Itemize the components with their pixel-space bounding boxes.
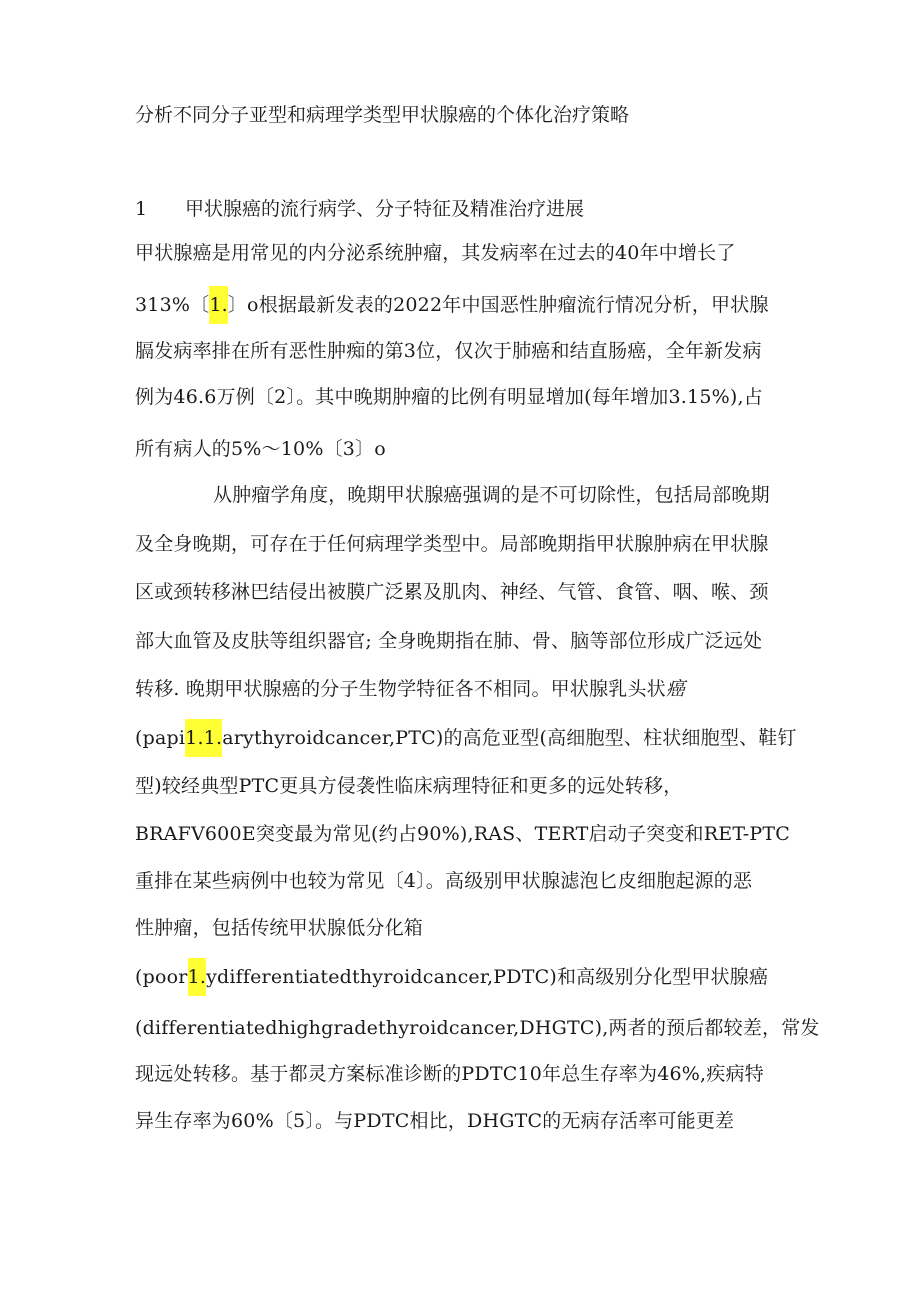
paragraph-line: 区或颈转移淋巴结侵出被膜广泛累及肌肉、神经、气管、食管、咽、喉、颈 (135, 581, 769, 603)
section-number: 1 (135, 198, 148, 220)
paragraph-line: 甲状腺癌是用常见的内分泌系统肿瘤，其发病率在过去的40年中增长了 (135, 242, 736, 264)
paragraph-line: 所有病人的5%～10%〔3〕o (135, 438, 386, 460)
highlight-mark: 1.1. (185, 719, 222, 757)
paragraph-line: 型)较经典型PTC更具方侵袭性临床病理特征和更多的远处转移， (135, 775, 683, 797)
highlight-mark: 1. (188, 958, 207, 996)
document-title: 分析不同分子亚型和病理学类型甲状腺癌的个体化治疗策略 (135, 104, 630, 126)
paragraph-line: 部大血管及皮肤等组织器官; 全身晚期指在肺、骨、脑等部位形成广泛远处 (135, 630, 763, 652)
paragraph-line: 膈发病率排在所有恶性肿痴的第3位，仅次于肺癌和结直肠癌，全年新发病 (135, 340, 762, 362)
paragraph-line: 例为46.6万例〔2〕。其中晚期肿瘤的比例有明显增加(每年增加3.15%),占 (135, 386, 763, 408)
paragraph-line: (poor1.ydifferentiatedthyroidcancer,PDTC)和高级别分化型甲状腺癌 (135, 962, 768, 992)
paragraph-line: 313%〔1.〕o根据最新发表的2022年中国恶性肿瘤流行情况分析，甲状腺 (135, 290, 769, 320)
paragraph-line: 现远处转移。基于都灵方案标准诊断的PDTC10年总生存率为46%,疾病特 (135, 1063, 764, 1085)
paragraph-line: (papi1.1.arythyroidcancer,PTC)的高危亚型(高细胞型、柱状细胞型、鞋钉 (135, 723, 797, 753)
paragraph-line: BRAFV600E突变最为常见(约占90%),RAS、TERT启动子突变和RET-PTC (135, 823, 790, 845)
paragraph-line: 及全身晚期，可存在于任何病理学类型中。局部晚期指甲状腺肿病在甲状腺 (135, 533, 769, 555)
section-heading-text: 甲状腺癌的流行病学、分子特征及精准治疗进展 (185, 198, 585, 220)
paragraph-line: 异生存率为60%〔5〕。与PDTC相比，DHGTC的无病存活率可能更差 (135, 1110, 735, 1132)
paragraph-line: (differentiatedhighgradethyroidcancer,DHGTC),两者的预后都较差，常发 (135, 1017, 820, 1039)
section-heading (135, 194, 584, 224)
paragraph-line: 重排在某些病例中也较为常见〔4〕。高级别甲状腺滤泡匕皮细胞起源的恶 (135, 870, 753, 892)
paragraph-line: 性肿瘤，包括传统甲状腺低分化箱 (135, 917, 424, 939)
highlight-mark: 1. (209, 286, 228, 324)
paragraph-line: 转移. 晚期甲状腺癌的分子生物学特征各不相同。甲状腺乳头状癌 (135, 678, 686, 700)
paragraph-line: 从肿瘤学角度，晚期甲状腺癌强调的是不可切除性，包括局部晚期 (213, 484, 770, 506)
